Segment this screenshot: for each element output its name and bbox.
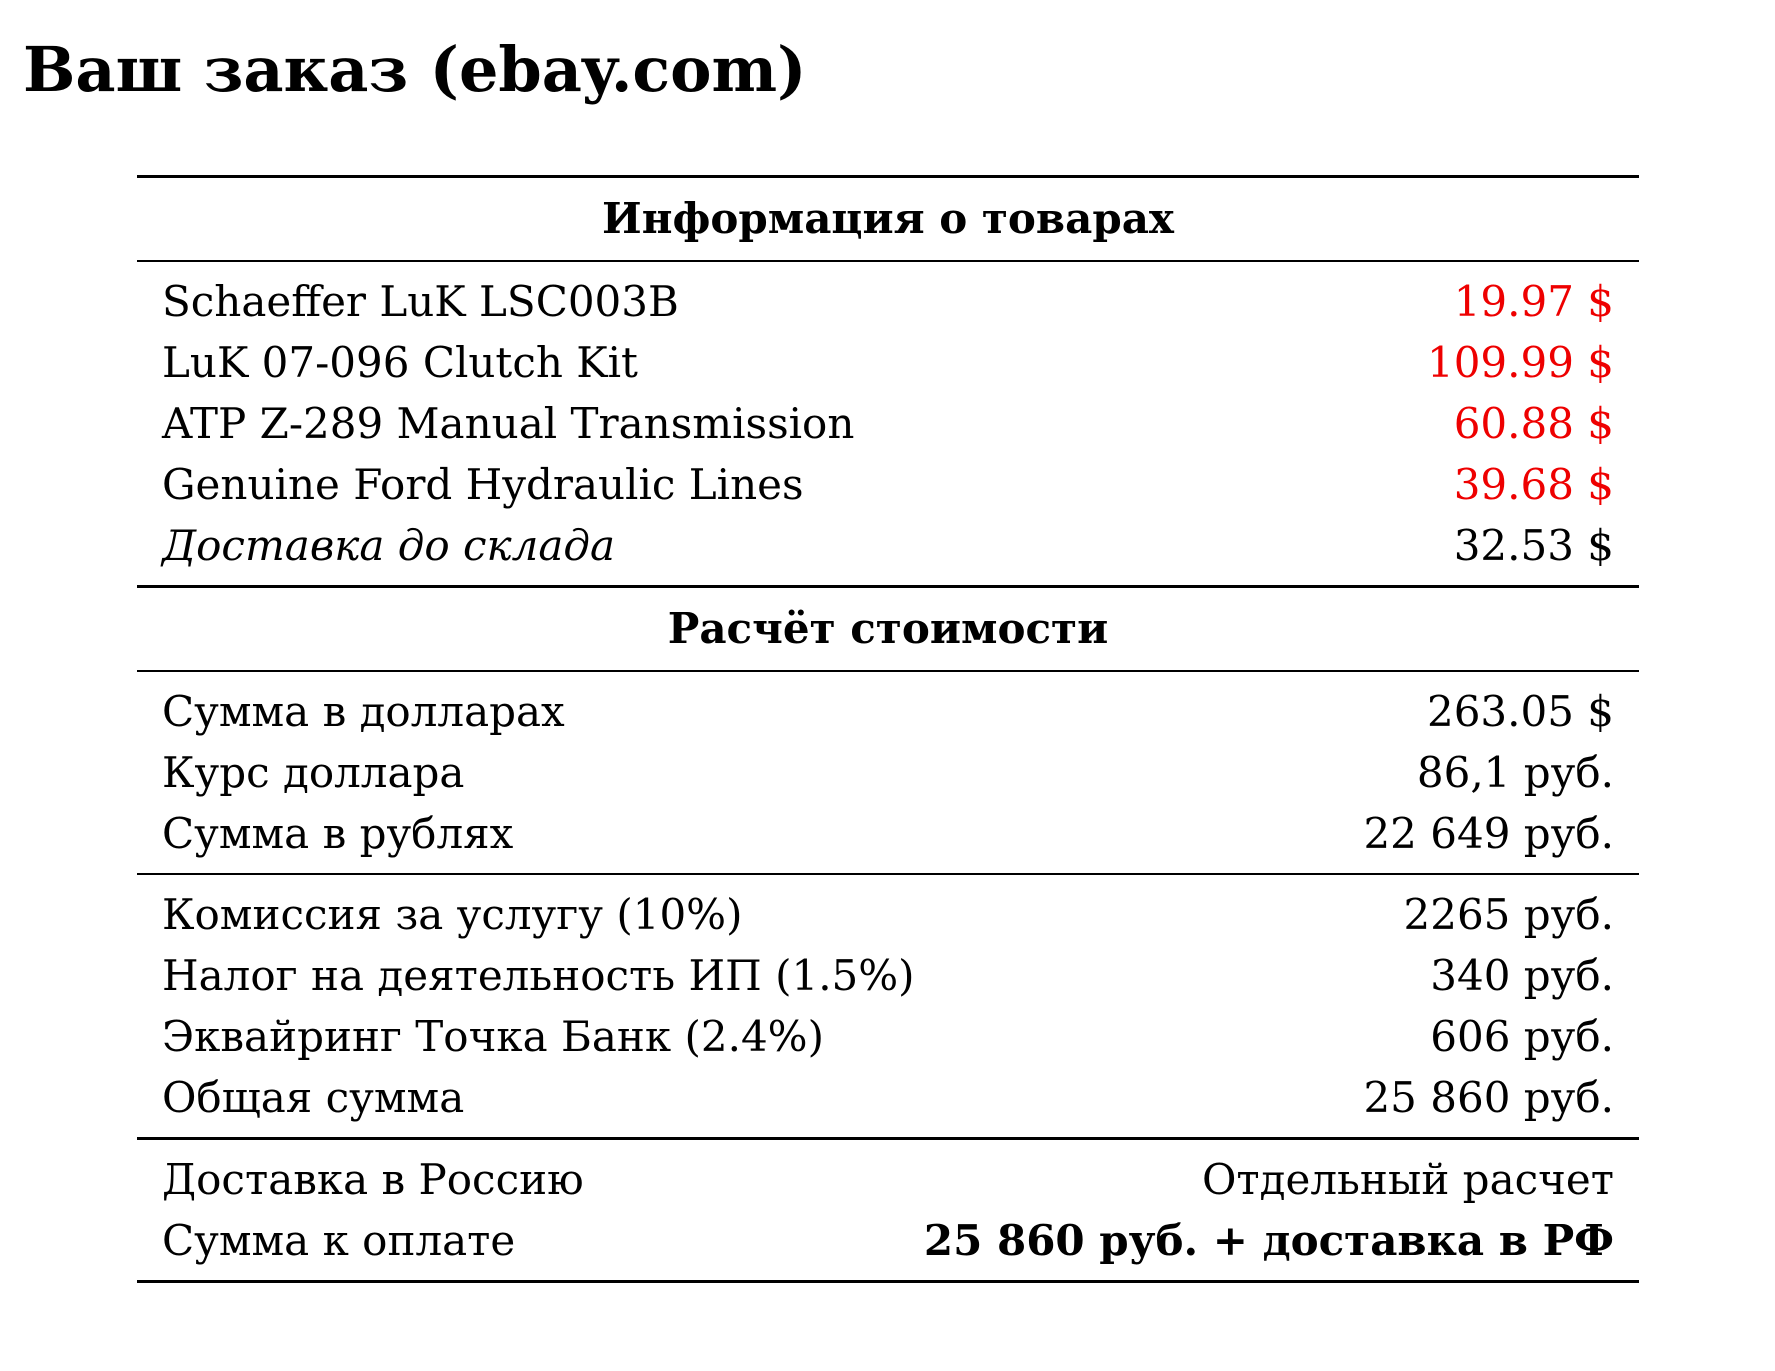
fee-value: 2265 руб. [1403,890,1614,939]
bottom-rule [137,1280,1639,1283]
fee-label: Налог на деятельность ИП (1.5%) [162,951,915,1000]
conversion-value: 86,1 руб. [1416,748,1614,797]
fee-value: 340 руб. [1430,951,1614,1000]
goods-item-name: LuK 07-096 Clutch Kit [162,338,638,387]
fee-row [137,1006,1639,1067]
total-row [137,1067,1639,1128]
fee-row [137,884,1639,945]
conversion-value: 22 649 руб. [1363,809,1614,858]
total-value: 25 860 руб. [1363,1073,1614,1122]
goods-item-name: Genuine Ford Hydraulic Lines [162,460,804,509]
warehouse-shipping-row [137,515,1639,576]
conversion-row [137,803,1639,864]
goods-item-price: 39.68 $ [1453,460,1614,509]
conversion-value: 263.05 $ [1426,687,1614,736]
goods-item-row [137,454,1639,515]
conversion-row [137,681,1639,742]
order-table [137,175,1639,1283]
goods-section-heading: Информация о товарах [602,194,1174,243]
warehouse-shipping-label: Доставка до склада [162,521,616,570]
fees-list [137,875,1639,1137]
conversion-list [137,672,1639,873]
fee-row [137,945,1639,1006]
fee-label: Эквайринг Точка Банк (2.4%) [162,1012,824,1061]
goods-item-row [137,271,1639,332]
amount-due-value: 25 860 руб. + доставка в РФ [923,1216,1614,1265]
russia-shipping-value: Отдельный расчет [1201,1155,1614,1204]
goods-item-row [137,393,1639,454]
goods-item-name: Schaeffer LuK LSC003B [162,277,679,326]
russia-shipping-label: Доставка в Россию [162,1155,584,1204]
warehouse-shipping-value: 32.53 $ [1453,521,1614,570]
cost-section-heading: Расчёт стоимости [667,604,1109,653]
total-label: Общая сумма [162,1073,465,1122]
final-list [137,1140,1639,1280]
fee-value: 606 руб. [1430,1012,1614,1061]
russia-shipping-row [137,1149,1639,1210]
goods-item-price: 60.88 $ [1453,399,1614,448]
conversion-label: Сумма в рублях [162,809,514,858]
goods-item-name: ATP Z-289 Manual Transmission [162,399,855,448]
goods-list [137,262,1639,585]
goods-item-row [137,332,1639,393]
amount-due-row [137,1210,1639,1271]
conversion-label: Курс доллара [162,748,465,797]
page-title: Ваш заказ (ebay.com) [23,33,807,106]
goods-item-price: 19.97 $ [1453,277,1614,326]
fee-label: Комиссия за услугу (10%) [162,890,743,939]
goods-item-price: 109.99 $ [1426,338,1614,387]
conversion-label: Сумма в долларах [162,687,565,736]
conversion-row [137,742,1639,803]
amount-due-label: Сумма к оплате [162,1216,516,1265]
